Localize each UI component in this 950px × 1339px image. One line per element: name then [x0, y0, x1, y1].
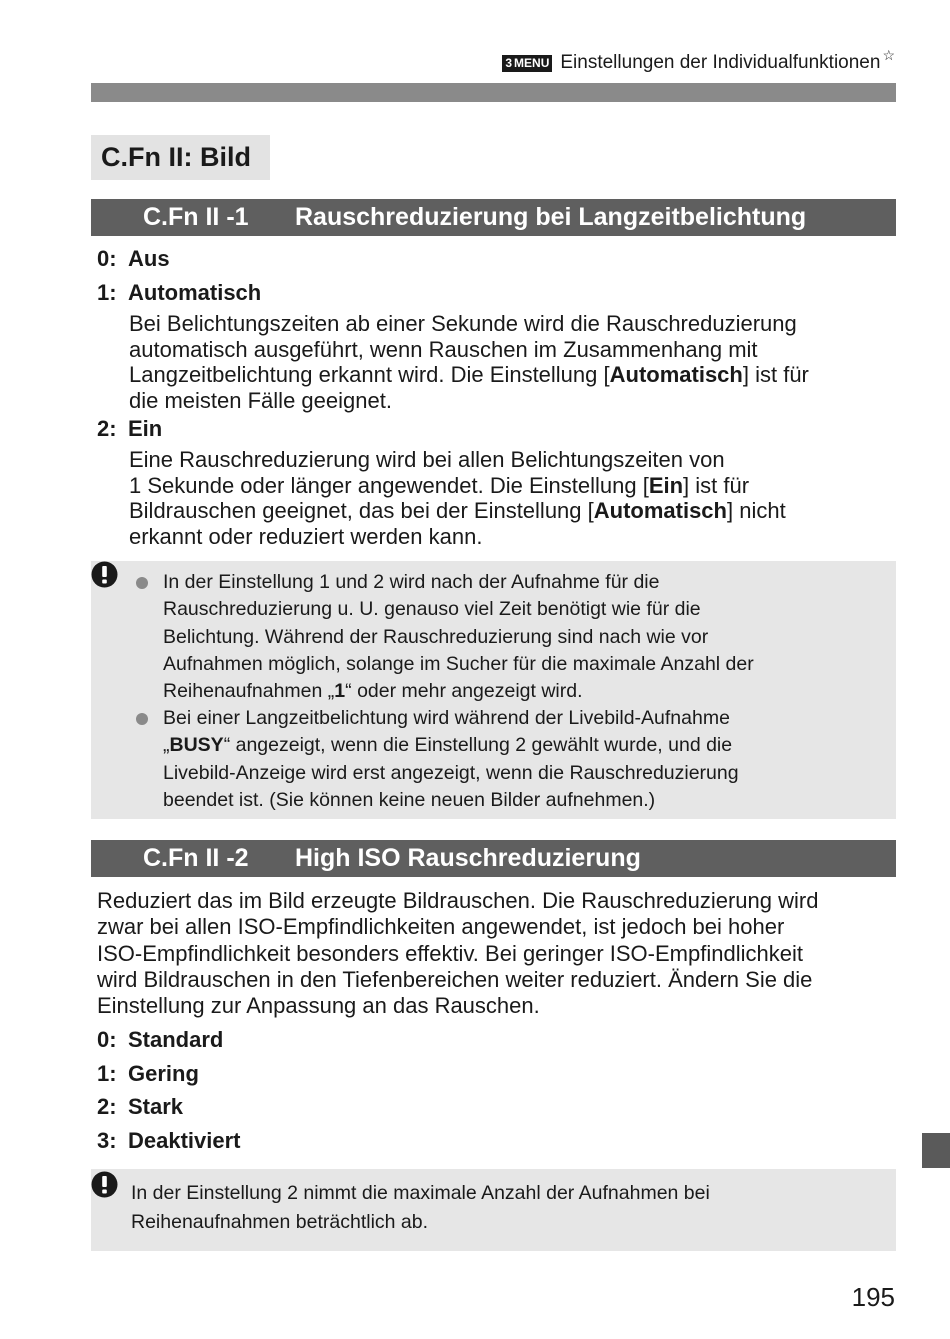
fn2-title: High ISO Rauschreduzierung: [295, 844, 641, 872]
fn1-option-2: 2: Ein: [97, 416, 163, 441]
bullet-icon: [136, 577, 148, 589]
header-rule: [91, 83, 896, 102]
fn1-option-0: 0: Aus: [97, 246, 170, 271]
fn1-option-2-description: Eine Rauschreduzierung wird bei allen Belichtungszeiten von 1 Sekunde oder länger angewendet. Die Einstellung [Ein] ist für Bildrauschen geeignet, das bei der Einstellung [Automatisch] nicht erkannt oder reduziert werden kann.: [129, 447, 786, 549]
star-icon: ☆: [882, 46, 895, 63]
fn1-note-bullet-1: In der Einstellung 1 und 2 wird nach der Aufnahme für die Rauschreduzierung u. U. genauso viel Zeit benötigt wie für die Belichtung. Während der Rauschreduzierung sind nach wie vor Aufnahmen möglich, solange im Sucher für die maximale Anzahl der Reihenaufnahmen „1“ oder mehr angezeigt wird.: [163, 571, 754, 703]
fn1-option-1-description: Bei Belichtungszeiten ab einer Sekunde wird die Rauschreduzierung automatisch ausgeführt, wenn Rauschen im Zusammenhang mit Langzeitbelichtung erkannt wird. Die Einstellung [Automatisch] ist für die meisten Fälle geeignet.: [129, 311, 809, 413]
fn1-note-bullet-2: Bei einer Langzeitbelichtung wird während der Livebild-Aufnahme „BUSY“ angezeigt, wenn die Einstellung 2 gewählt wurde, und die Livebild-Anzeige wird erst angezeigt, wenn die Rauschreduzierung beendet ist. (Sie können keine neuen Bilder aufnehmen.): [163, 707, 739, 811]
fn1-title-bar: [91, 199, 896, 236]
fn1-title: Rauschreduzierung bei Langzeitbelichtung: [295, 203, 807, 231]
fn1-option-1: 1: Automatisch: [97, 280, 262, 305]
fn2-option-1: 1: Gering: [97, 1061, 199, 1086]
page-number: 195: [851, 1282, 895, 1312]
fn1-code: C.Fn II -1: [143, 203, 249, 231]
caution-icon: [91, 1171, 118, 1198]
section-title: C.Fn II: Bild: [91, 135, 270, 180]
fn2-option-3: 3: Deaktiviert: [97, 1128, 241, 1153]
header-title: Einstellungen der Individualfunktionen: [560, 52, 881, 73]
bullet-icon: [136, 713, 148, 725]
fn2-option-0: 0: Standard: [97, 1027, 224, 1052]
fn2-code: C.Fn II -2: [143, 844, 249, 872]
fn2-title-bar: [91, 840, 896, 877]
chapter-tab-marker: [922, 1133, 950, 1168]
fn2-option-2: 2: Stark: [97, 1094, 184, 1119]
page-header: [502, 46, 895, 76]
caution-icon: [91, 561, 118, 588]
menu-tab-icon: 3 MENU: [502, 55, 552, 72]
fn2-note-text: In der Einstellung 2 nimmt die maximale Anzahl der Aufnahmen bei Reihenaufnahmen beträchtlich ab.: [131, 1182, 710, 1233]
fn2-intro: Reduziert das im Bild erzeugte Bildrauschen. Die Rauschreduzierung wird zwar bei allen ISO-Empfindlichkeiten angewendet, ist jedoch bei hoher ISO-Empfindlichkeit besonders effektiv. Bei geringer ISO-Empfindlichkeit wird Bildrauschen in den Tiefenbereichen weiter reduziert. Ändern Sie die Einstellung zur Anpassung an das Rauschen.: [97, 888, 819, 1019]
